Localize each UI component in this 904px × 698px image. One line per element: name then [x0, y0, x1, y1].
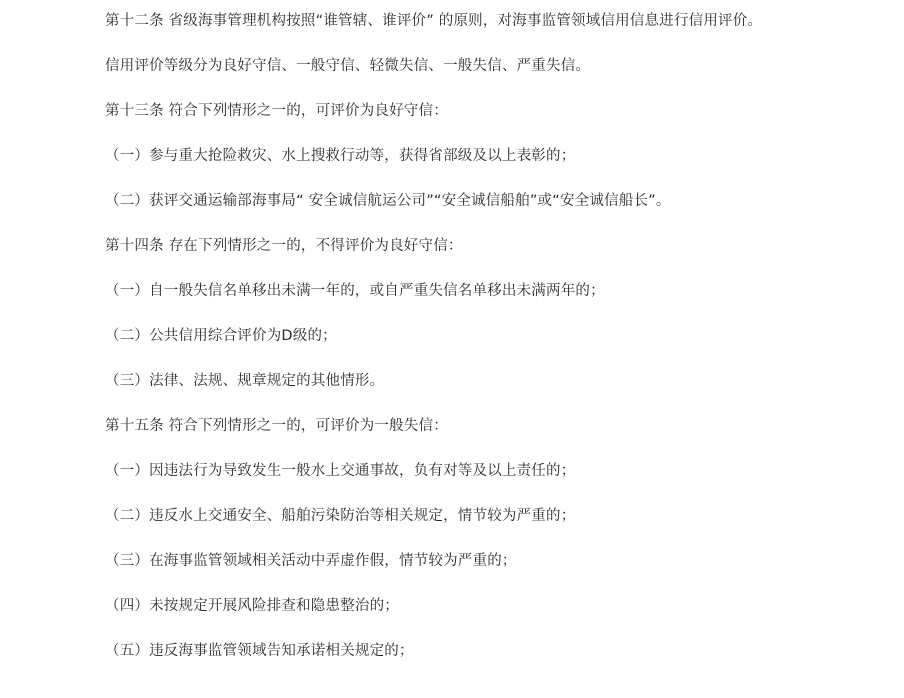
article-13-item-1: （一）参与重大抢险救灾、水上搜救行动等，获得省部级及以上表彰的；	[105, 148, 576, 164]
article-15-item-1: （一）因违法行为导致发生一般水上交通事故，负有对等及以上责任的；	[105, 463, 576, 479]
article-14-item-2: （二）公共信用综合评价为D级的；	[105, 328, 337, 344]
article-13-heading: 第十三条 符合下列情形之一的，可评价为良好守信：	[105, 103, 448, 119]
article-14-item-3: （三）法律、法规、规章规定的其他情形。	[105, 373, 385, 389]
article-15-item-5: （五）违反海事监管领域告知承诺相关规定的；	[105, 643, 414, 659]
article-15-item-4: （四）未按规定开展风险排查和隐患整治的；	[105, 598, 399, 614]
article-15-item-2: （二）违反水上交通安全、船舶污染防治等相关规定，情节较为严重的；	[105, 508, 576, 524]
article-14-heading: 第十四条 存在下列情形之一的，不得评价为良好守信：	[105, 238, 463, 254]
article-13-item-2: （二）获评交通运输部海事局“ 安全诚信航运公司”“安全诚信船舶”或“安全诚信船长”。	[105, 193, 671, 209]
article-12-paragraph: 第十二条 省级海事管理机构按照“谁管辖、谁评价” 的原则，对海事监管领域信用信息进行信用评价。	[105, 13, 763, 29]
article-14-item-1: （一）自一般失信名单移出未满一年的，或自严重失信名单移出未满两年的；	[105, 283, 605, 299]
document-body	[105, 0, 795, 669]
article-15-heading: 第十五条 符合下列情形之一的，可评价为一般失信：	[105, 418, 448, 434]
credit-levels-paragraph: 信用评价等级分为良好守信、一般守信、轻微失信、一般失信、严重失信。	[105, 58, 591, 74]
article-15-item-3: （三）在海事监管领域相关活动中弄虚作假，情节较为严重的；	[105, 553, 517, 569]
